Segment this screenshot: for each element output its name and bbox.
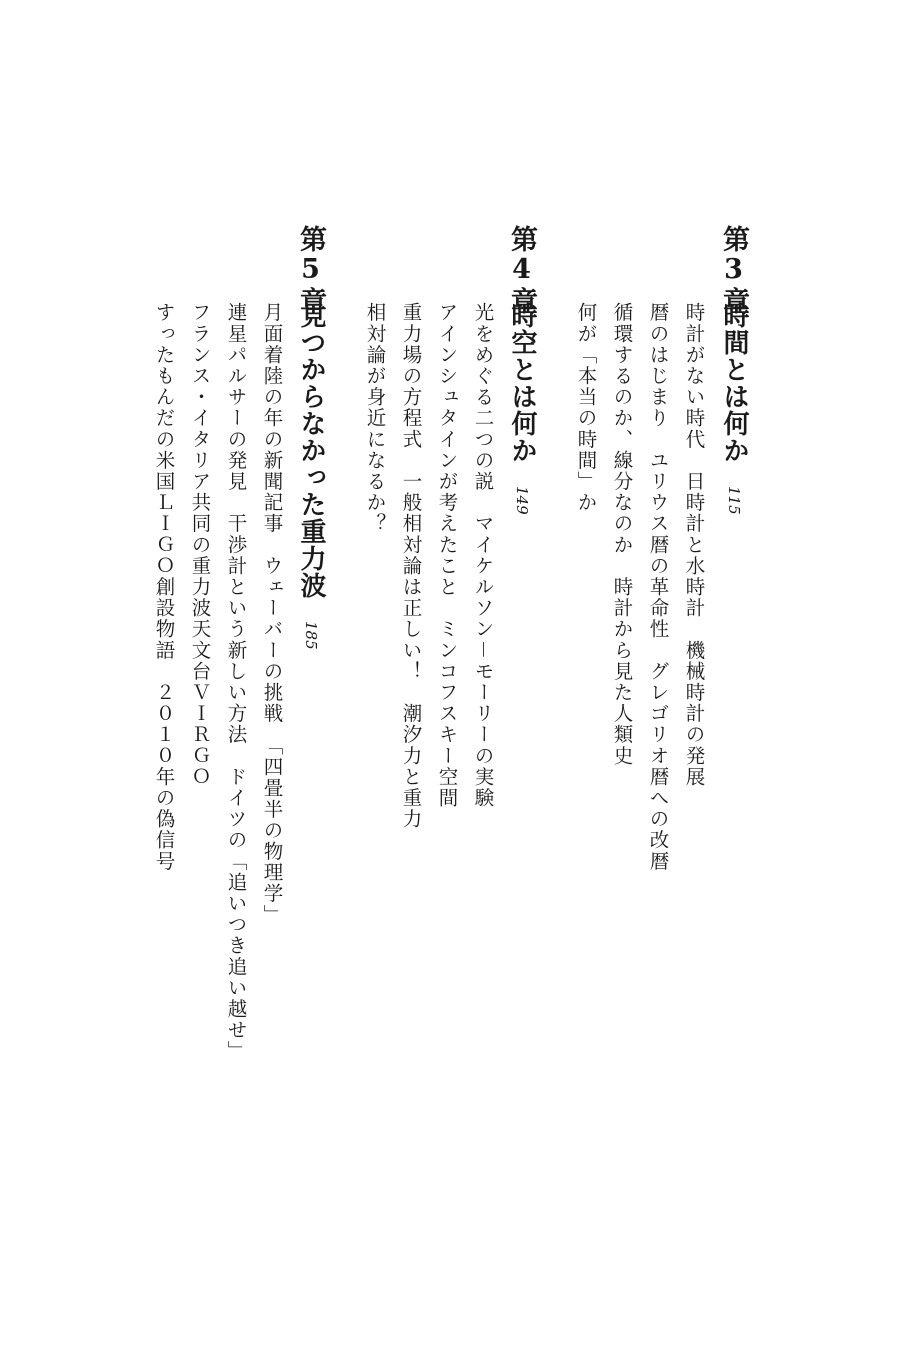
chapter-4-line-1: 光をめぐる二つの説 マイケルソン－モーリーの実験 (471, 302, 495, 809)
chapter-5-line-2: 連星パルサーの発見 干渉計という新しい方法 ドイツの「追いつき追い越せ」 (224, 302, 248, 1062)
chapter-5-page-number: 185 (302, 621, 320, 650)
chapter-3-page-number: 115 (725, 486, 743, 515)
chapter-5-line-1: 月面着陸の年の新聞記事 ウェーバーの挑戦 「四畳半の物理学」 (260, 302, 284, 926)
chapter-5-line-3: フランス・イタリア共同の重力波天文台ＶＩＲＧＯ (188, 302, 212, 788)
chapter-3-title (721, 302, 747, 515)
chapter-3-line-2: 暦のはじまり ユリウス暦の革命性 グレゴリオ暦への改暦 (646, 302, 670, 872)
chapter-4-title-text: 時空とは何か (507, 302, 537, 464)
chapter-4-line-4: 相対論が身近になるか？ (363, 302, 387, 535)
chapter-5-label: 第5章 (295, 225, 326, 316)
chapter-4-line-2: アインシュタインが考えたこと ミンコフスキー空間 (435, 302, 459, 809)
chapter-5-title (298, 302, 324, 650)
chapter-3-line-4: 何が「本当の時間」か (574, 302, 598, 513)
chapter-5-line-4: すったもんだの米国ＬＩＧＯ創設物語 ２０１０年の偽信号 (152, 302, 176, 872)
chapter-3-label: 第3章 (718, 225, 749, 316)
chapter-5-title-text: 見つからなかった重力波 (296, 302, 326, 599)
chapter-3-title-text: 時間とは何か (719, 302, 749, 464)
chapter-4-page-number: 149 (513, 486, 531, 515)
chapter-3-line-3: 循環するのか、線分なのか 時計から見た人類史 (610, 302, 634, 767)
chapter-4-title (509, 302, 535, 515)
chapter-4-line-3: 重力場の方程式 一般相対論は正しい！ 潮汐力と重力 (399, 302, 423, 830)
chapter-3-line-1: 時計がない時代 日時計と水時計 機械時計の発展 (682, 302, 706, 788)
chapter-4-label: 第4章 (506, 225, 537, 316)
